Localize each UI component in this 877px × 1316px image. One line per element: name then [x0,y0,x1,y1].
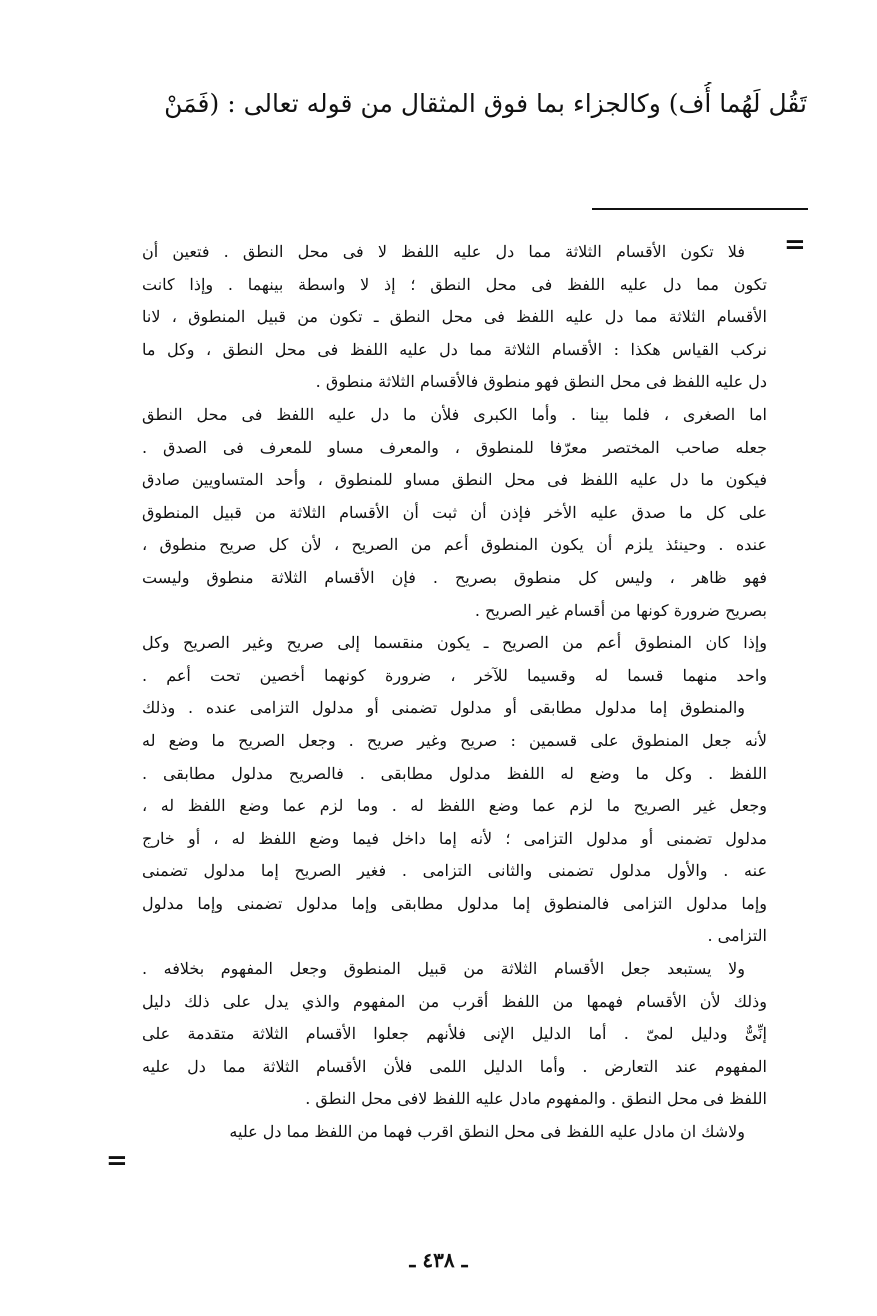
footnote-line: ولاشك ان مادل عليه اللفظ فى محل النطق اقرب فهما من اللفظ مما دل عليه [229,1122,745,1142]
footnote-line: وذلك لأن الأقسام فهمها من اللفظ أقرب من المفهوم والذي يدل على ذلك دليل [142,991,767,1011]
footnote-line: وجعل غير الصريح ما لزم عما وضع اللفظ له . وما لزم عما وضع اللفظ له ، [142,796,767,816]
footnote-line: اللفظ . وكل ما وضع له اللفظ مدلول مطابقى . فالصريح مدلول مطابقى . [142,763,767,783]
footnote-continuation-mark-top: = [784,230,806,260]
footnote-line: فلا تكون الأقسام الثلاثة مما دل عليه اللفظ لا فى محل النطق . فتعين أن [142,242,745,261]
footnote-line: والمنطوق إما مدلول مطابقى أو مدلول تضمنى أو مدلول التزامى عنده . وذلك [142,698,745,718]
footnote-line: جعله صاحب المختصر معرّفا للمنطوق ، والمعرف مساو للمعرف فى الصدق . [142,437,767,457]
footnote-line: عنه . والأول مدلول تضمنى والثانى التزامى . فغير الصريح إما مدلول تضمنى [142,861,767,881]
main-text-line: تَقُل لَهُما أُف) وكالجزاء بما فوق المثقال من قوله تعالى : (فَمَنْ [164,89,807,118]
footnote-line: مدلول تضمنى أو مدلول التزامى ؛ لأنه إما داخل فيما وضع اللفظ له ، أو خارج [142,828,767,848]
footnote-line: نركب القياس هكذا : الأقسام الثلاثة مما دل عليه اللفظ فى محل النطق ، وكل ما [142,339,767,359]
footnote-separator [592,208,808,210]
footnote-body [142,236,767,1149]
footnote-line: عنده . وحينئذ يلزم أن يكون المنطوق أعم من الصريح ، لأن كل صريح منطوق ، [142,535,767,555]
footnote-line: تكون مما دل عليه اللفظ فى محل النطق ؛ إذ لا واسطة بينهما . وإذا كانت [142,274,767,294]
footnote-line: واحد منهما قسما له وقسيما للآخر ، ضرورة كونهما أخصين تحت أعم . [142,665,767,685]
footnote-line: التزامى . [707,926,767,946]
footnote-line: دل عليه اللفظ فى محل النطق فهو منطوق فالأقسام الثلاثة منطوق . [315,372,767,392]
footnote-line: وإما مدلول التزامى فالمنطوق إما مدلول مطابقى وإما مدلول تضمنى وإما مدلول [142,893,767,913]
footnote-line: اللفظ فى محل النطق . والمفهوم مادل عليه اللفظ لافى محل النطق . [305,1089,767,1109]
footnote-line: اما الصغرى ، فلما بينا . وأما الكبرى فلأن ما دل عليه اللفظ فى محل النطق [142,404,767,424]
footnote-line: إنِّىٌّ ودليل لمىّ . أما الدليل الإنى فلأنهم جعلوا الأقسام الثلاثة متقدمة على [142,1024,767,1044]
footnote-line: وإذا كان المنطوق أعم من الصريح ـ يكون منقسما إلى صريح وغير الصريح وكل [142,633,767,653]
footnote-line: ولا يستبعد جعل الأقسام الثلاثة من قبيل المنطوق وجعل المفهوم بخلافه . [142,959,745,979]
footnote-line: المفهوم عند التعارض . وأما الدليل اللمى فلأن الأقسام الثلاثة مما دل عليه [142,1056,767,1076]
footnote-line: فهو ظاهر ، وليس كل منطوق بصريح . فإن الأقسام الثلاثة منطوق وليست [142,567,767,587]
footnote-line: الأقسام الثلاثة مما دل عليه اللفظ فى محل النطق ـ تكون من قبيل المنطوق ، لانا [142,307,767,327]
footnote-line: على كل ما صدق عليه الأخر فإذن أن ثبت أن الأقسام الثلاثة من قبيل المنطوق [142,502,767,522]
footnote-line: بصريح ضرورة كونها من أقسام غير الصريح . [474,600,767,620]
footnote-line: فيكون ما دل عليه اللفظ فى محل النطق مساو للمنطوق ، وأحد المتساويين صادق [142,470,767,490]
footnote-continuation-mark-bottom: = [106,1146,128,1176]
footnote-line: لأنه جعل المنطوق على قسمين : صريح وغير صريح . وجعل الصريح ما وضع له [142,730,767,750]
page-number: ـ ٤٣٨ ـ [409,1248,468,1272]
